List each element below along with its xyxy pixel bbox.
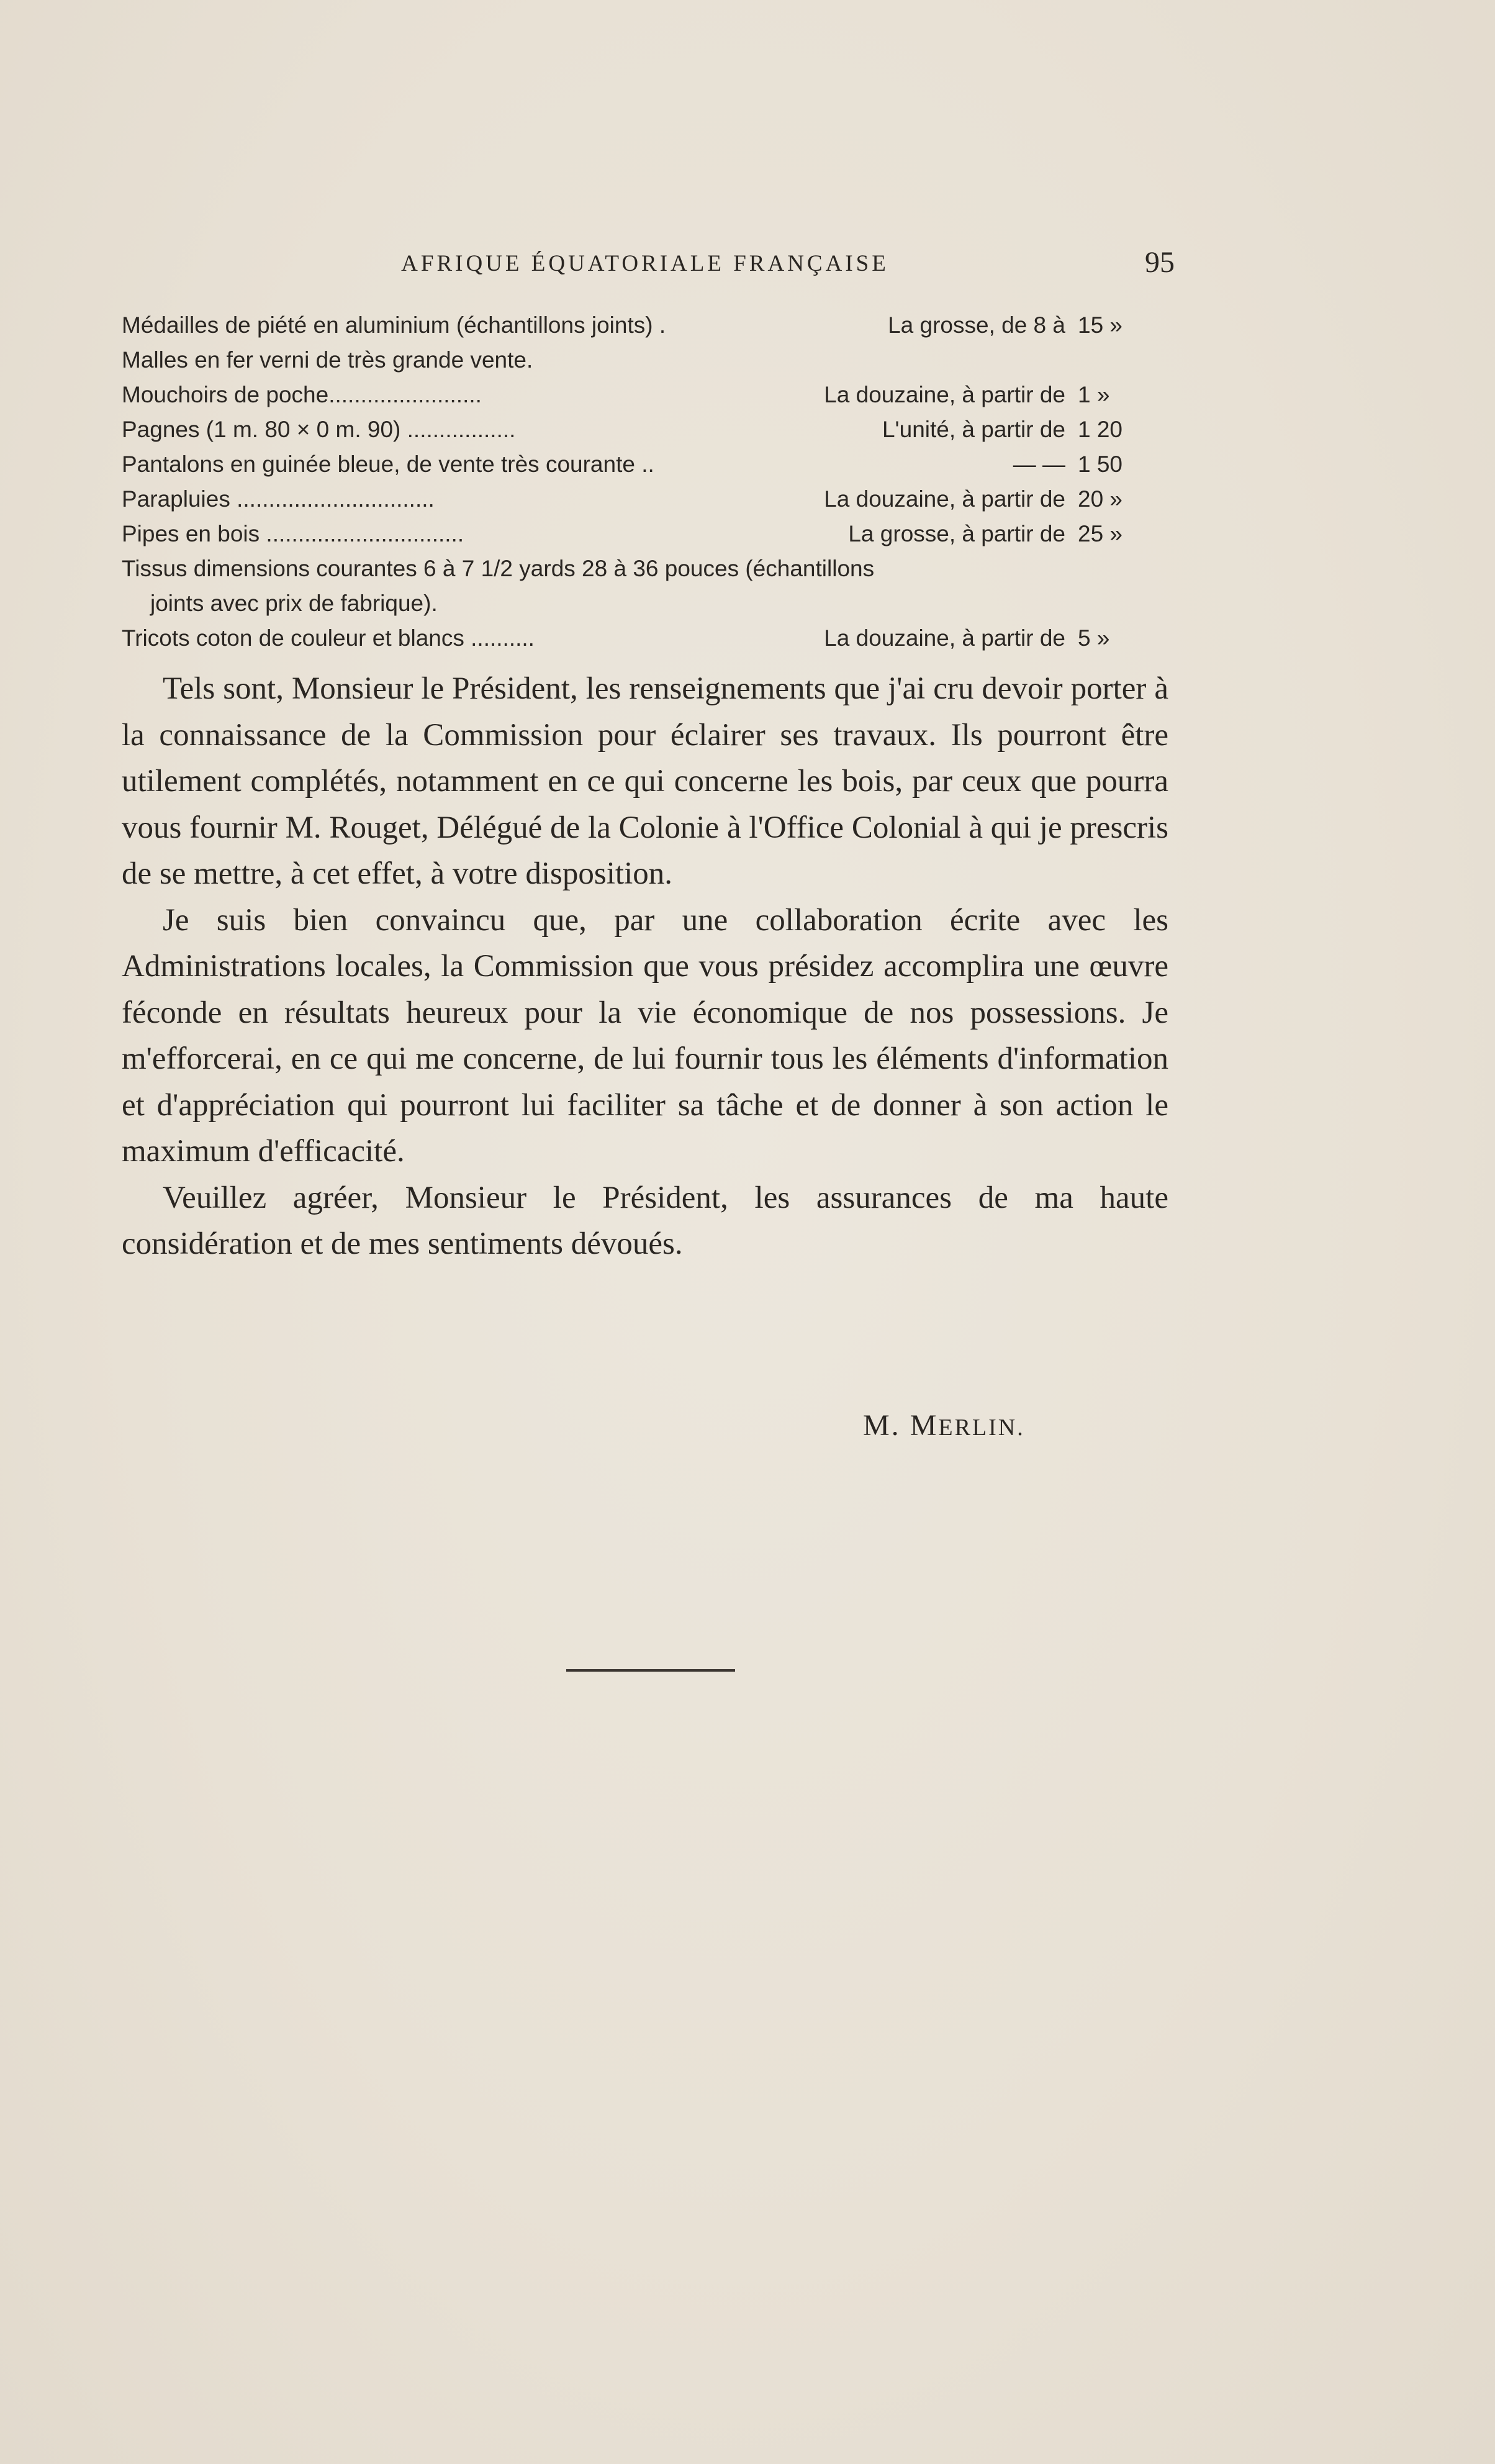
running-header	[122, 245, 1175, 283]
signature-initial: M.	[863, 1409, 901, 1442]
item-name: Tricots coton de couleur et blancs ..........	[122, 625, 535, 651]
item-unit: L'unité, à partir de	[882, 417, 1065, 442]
item-price: 20 »	[1078, 486, 1123, 512]
list-item	[122, 551, 1177, 586]
item-unit: — —	[1013, 451, 1065, 477]
list-item	[122, 482, 1177, 517]
signature	[863, 1408, 1025, 1443]
item-unit: La douzaine, à partir de	[824, 625, 1065, 651]
price-list	[122, 308, 1177, 656]
list-item	[122, 517, 1177, 551]
item-price: 25 »	[1078, 521, 1123, 546]
list-item	[122, 378, 1177, 412]
item-name: Mouchoirs de poche........................	[122, 382, 482, 407]
item-name: Pagnes (1 m. 80 × 0 m. 90) .................	[122, 417, 516, 442]
item-price: 1 »	[1078, 382, 1110, 407]
item-unit: La douzaine, à partir de	[824, 382, 1065, 407]
item-name: Pipes en bois ...............................	[122, 521, 464, 546]
paragraph: Tels sont, Monsieur le Président, les renseignements que j'ai cru devoir porter à la connaissance de la Commission pour éclairer ses travaux. Ils pourront être utilement complétés, notamment en ce qui concerne les bois, par ceux que pourra vous fournir M. Rouget, Délégué de la Colonie à l'Office Colonial à qui je prescris de se mettre, à cet effet, à votre disposition.	[122, 671, 1168, 891]
item-unit: La grosse, de 8 à	[888, 312, 1065, 338]
list-item	[122, 621, 1177, 656]
item-price: 1 20	[1078, 417, 1123, 442]
item-unit: La douzaine, à partir de	[824, 486, 1065, 512]
paragraph: Veuillez agréer, Monsieur le Président, les assurances de ma haute considération et de mes sentiments dévoués.	[122, 1180, 1168, 1261]
item-name: joints avec prix de fabrique).	[150, 591, 438, 616]
item-name: Tissus dimensions courantes 6 à 7 1/2 yards 28 à 36 pouces (échantillons	[122, 556, 875, 581]
item-name: Médailles de piété en aluminium (échantillons joints) .	[122, 312, 666, 338]
item-price: 1 50	[1078, 451, 1123, 477]
paragraph: Je suis bien convaincu que, par une collaboration écrite avec les Administrations locales, la Commission que vous présidez accomplira une œuvre féconde en résultats heureux pour la vie économique de nos possessions. Je m'efforcerai, en ce qui me concerne, de lui fournir tous les éléments d'information et d'appréciation qui pourront lui faciliter sa tâche et de donner à son action le maximum d'efficacité.	[122, 902, 1168, 1169]
list-item	[122, 343, 1177, 378]
item-name: Parapluies ...............................	[122, 486, 435, 512]
item-unit: La grosse, à partir de	[848, 521, 1065, 546]
list-item	[122, 586, 1177, 621]
letter-body	[122, 666, 1168, 1267]
item-price: 5 »	[1078, 625, 1110, 651]
item-name: Pantalons en guinée bleue, de vente très courante ..	[122, 451, 654, 477]
signature-rest: ERLIN.	[938, 1415, 1025, 1441]
header-title: AFRIQUE ÉQUATORIALE FRANÇAISE	[401, 251, 889, 276]
list-item	[122, 447, 1177, 482]
list-item	[122, 412, 1177, 447]
list-item	[122, 308, 1177, 343]
item-price: 15 »	[1078, 312, 1123, 338]
item-name: Malles en fer verni de très grande vente.	[122, 347, 533, 373]
page-number: 95	[1145, 246, 1175, 279]
signature-first-letter: M	[910, 1409, 939, 1442]
end-rule	[566, 1669, 735, 1672]
